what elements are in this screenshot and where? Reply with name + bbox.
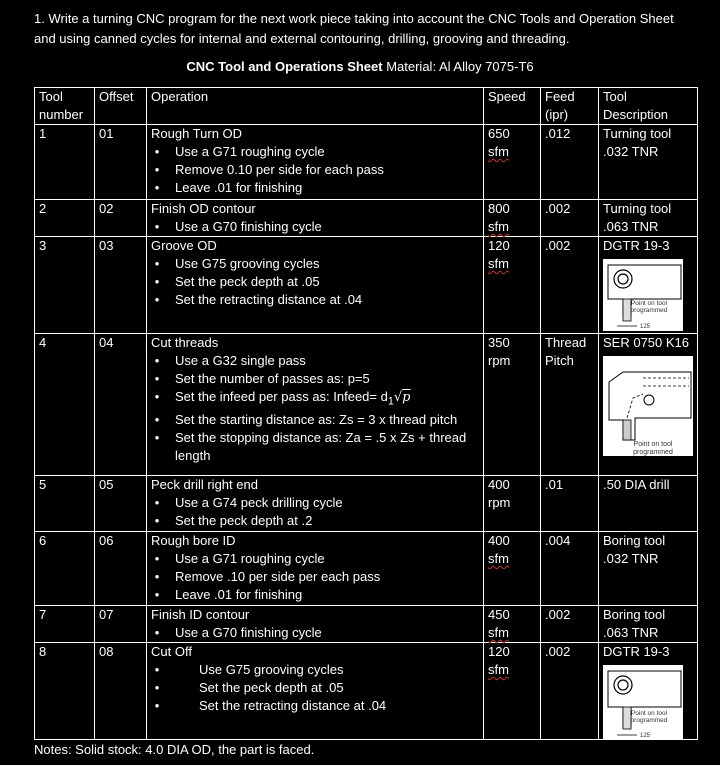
tool-description	[599, 125, 698, 200]
notes: Notes: Solid stock: 4.0 DIA OD, the part is faced.	[34, 742, 315, 757]
table-row	[35, 237, 698, 334]
speed	[484, 606, 541, 643]
operation-title: Finish OD contour	[151, 201, 256, 216]
operation-title: Groove OD	[151, 238, 217, 253]
tool-number: 8	[35, 643, 95, 740]
speed	[484, 476, 541, 532]
speed-value: 400	[488, 477, 510, 492]
table-row	[35, 334, 698, 476]
list-item: • Use a G32 single pass	[175, 352, 479, 370]
operation	[147, 643, 484, 740]
question-text: 1. Write a turning CNC program for the next work piece taking into account the CNC Tools and Operation Sheet and using canned cycles for internal and external contouring, drilling, grooving and threading.	[34, 11, 674, 46]
list-item: • Set the starting distance as: Zs = 3 x thread pitch	[175, 411, 479, 429]
desc-line: Turning tool	[603, 126, 672, 141]
feed: .004	[541, 532, 599, 606]
offset: 04	[95, 334, 147, 476]
list-item: • Use a G70 finishing cycle	[175, 218, 479, 236]
tool-number: 7	[35, 606, 95, 643]
speed-value: 120	[488, 644, 510, 659]
tool-description	[599, 532, 698, 606]
speed-unit: rpm	[488, 495, 511, 510]
desc-line: Boring tool	[603, 607, 666, 622]
tool-description	[599, 237, 698, 334]
list-item: • Use G75 grooving cycles	[175, 255, 479, 273]
desc-line: .50 DIA drill	[603, 477, 670, 492]
list-item: • Use G75 grooving cycles	[175, 661, 479, 679]
header-tool-number: Tool number	[35, 88, 95, 125]
list-item: • Use a G71 roughing cycle	[175, 550, 479, 568]
desc-line: .032 TNR	[603, 551, 659, 566]
desc-line: SER 0750 K16	[603, 335, 690, 350]
figure-label: programmed	[630, 717, 668, 724]
speed-value: 450	[488, 607, 510, 622]
desc-line: DGTR 19-3	[603, 644, 670, 659]
list-item: • Set the stopping distance as: Za = .5 x Zs + thread length	[175, 429, 479, 465]
speed-unit: sfm	[488, 625, 509, 640]
speed	[484, 125, 541, 200]
infeed-subscript: 1	[387, 395, 394, 408]
figure-dimension: 125	[640, 733, 651, 739]
desc-line: DGTR 19-3	[603, 238, 670, 253]
figure-label: programmed	[633, 449, 673, 456]
figure-label: Point on tool	[630, 710, 668, 717]
list-item: • Set the peck depth at .05	[175, 679, 479, 697]
list-item: • Remove .10 per side per each pass	[175, 568, 479, 586]
sheet-title-material: Material: Al Alloy 7075-T6	[382, 59, 534, 74]
speed	[484, 200, 541, 237]
header-speed: Speed	[484, 88, 541, 125]
operation	[147, 476, 484, 532]
list-item: • Remove 0.10 per side for each pass	[175, 161, 479, 179]
operation-title: Rough bore ID	[151, 533, 236, 548]
table-row	[35, 476, 698, 532]
figure-dimension: 125	[640, 324, 651, 330]
operation-title: Peck drill right end	[151, 477, 258, 492]
tool-number: 6	[35, 532, 95, 606]
feed: .002	[541, 643, 599, 740]
speed-value: 350	[488, 335, 510, 350]
sheet-title-bold: CNC Tool and Operations Sheet	[186, 59, 383, 74]
figure-label: programmed	[630, 307, 668, 314]
figure-label: Point on tool	[630, 300, 668, 307]
feed: .002	[541, 237, 599, 334]
header-operation: Operation	[147, 88, 484, 125]
tool-number: 5	[35, 476, 95, 532]
speed	[484, 237, 541, 334]
tool-number: 4	[35, 334, 95, 476]
operations-table	[34, 87, 698, 740]
table-row	[35, 125, 698, 200]
speed	[484, 334, 541, 476]
desc-line: Boring tool	[603, 533, 666, 548]
list-item: • Set the number of passes as: p=5	[175, 370, 479, 388]
speed-unit: rpm	[488, 353, 511, 368]
desc-line: Turning tool	[603, 201, 672, 216]
tool-number: 2	[35, 200, 95, 237]
list-item: • Set the infeed per pass as: Infeed= $d_1√p$	[175, 388, 479, 411]
list-item: • Leave .01 for finishing	[175, 179, 479, 197]
feed: .01	[541, 476, 599, 532]
list-item: • Set the retracting distance at .04	[175, 291, 479, 309]
list-item: • Use a G71 roughing cycle	[175, 143, 479, 161]
desc-line: .063 TNR	[603, 219, 659, 234]
offset: 06	[95, 532, 147, 606]
operation	[147, 606, 484, 643]
table-row	[35, 643, 698, 740]
desc-line: .063 TNR	[603, 625, 659, 640]
header-offset: Offset	[95, 88, 147, 125]
figure-label: Point on tool	[633, 441, 673, 448]
offset: 03	[95, 237, 147, 334]
operation-title: Finish ID contour	[151, 607, 250, 622]
feed: .002	[541, 606, 599, 643]
speed-value: 650	[488, 126, 510, 141]
tool-description	[599, 476, 698, 532]
tool-description	[599, 334, 698, 476]
list-item: • Set the retracting distance at .04	[175, 697, 479, 715]
grooving-tool-diagram	[603, 259, 683, 331]
list-item: • Set the peck depth at .05	[175, 273, 479, 291]
sqrt-symbol: √p	[393, 390, 411, 405]
feed: .012	[541, 125, 599, 200]
operation	[147, 200, 484, 237]
offset: 07	[95, 606, 147, 643]
list-item: • Use a G70 finishing cycle	[175, 624, 479, 642]
tool-number: 1	[35, 125, 95, 200]
list-item: • Set the peck depth at .2	[175, 512, 479, 530]
table-row	[35, 532, 698, 606]
feed: Thread Pitch	[541, 334, 599, 476]
table-row	[35, 200, 698, 237]
operation	[147, 237, 484, 334]
tool-description	[599, 643, 698, 740]
header-feed: Feed (ipr)	[541, 88, 599, 125]
tool-description	[599, 200, 698, 237]
speed-unit: sfm	[488, 256, 509, 271]
speed-unit: sfm	[488, 551, 509, 566]
offset: 08	[95, 643, 147, 740]
list-item: • Leave .01 for finishing	[175, 586, 479, 604]
speed-value: 800	[488, 201, 510, 216]
cutoff-tool-diagram	[603, 665, 683, 739]
offset: 01	[95, 125, 147, 200]
operation-title: Cut Off	[151, 644, 192, 659]
operation	[147, 334, 484, 476]
speed-unit: sfm	[488, 144, 509, 159]
operation-title: Cut threads	[151, 335, 219, 350]
tool-description	[599, 606, 698, 643]
table-header-row	[35, 88, 698, 125]
operation	[147, 125, 484, 200]
threading-tool-diagram	[603, 356, 693, 456]
operation-title: Rough Turn OD	[151, 126, 243, 141]
tool-number: 3	[35, 237, 95, 334]
desc-line: .032 TNR	[603, 144, 659, 159]
speed-value: 400	[488, 533, 510, 548]
speed	[484, 532, 541, 606]
speed	[484, 643, 541, 740]
sheet-title	[0, 58, 720, 76]
header-tool-description: Tool Description	[599, 88, 698, 125]
offset: 05	[95, 476, 147, 532]
operation	[147, 532, 484, 606]
offset: 02	[95, 200, 147, 237]
list-item: • Use a G74 peck drilling cycle	[175, 494, 479, 512]
table-row	[35, 606, 698, 643]
speed-unit: sfm	[488, 662, 509, 677]
feed: .002	[541, 200, 599, 237]
speed-value: 120	[488, 238, 510, 253]
speed-unit: sfm	[488, 219, 509, 234]
